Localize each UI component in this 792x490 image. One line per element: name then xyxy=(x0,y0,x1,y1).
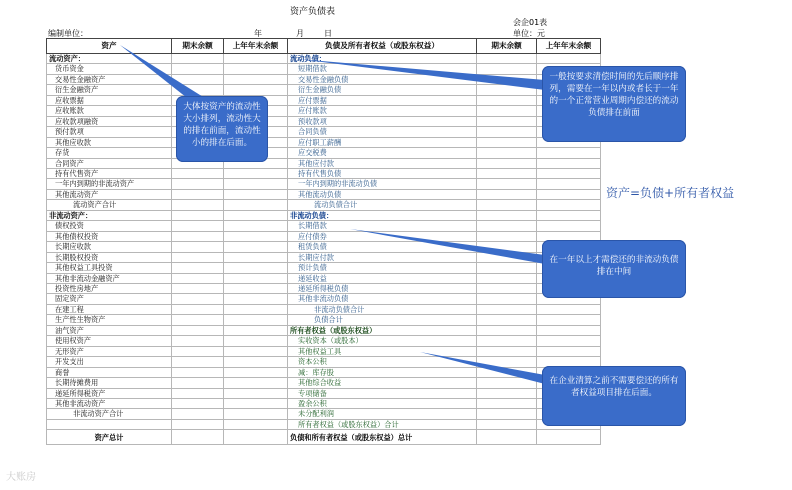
asset-item: 交易性金融资产 xyxy=(47,74,172,84)
unit-label: 单位：元 xyxy=(513,29,545,38)
asset-item: 生产性生物资产 xyxy=(47,315,172,325)
year-label: 年 xyxy=(254,29,262,38)
callout-current-liabilities: 一般按要求清偿时间的先后顺序排列，需要在一年以内或者长于一年的一个正常营业周期内偿还的流动负债排在前面 xyxy=(542,66,686,142)
col-header: 负债及所有者权益（或股东权益） xyxy=(288,39,477,54)
asset-item: 油气资产 xyxy=(47,325,172,335)
asset-item: 固定资产 xyxy=(47,294,172,304)
asset-item: 其他应收款 xyxy=(47,137,172,147)
accounting-equation: 资产=负债+所有者权益 xyxy=(606,186,735,200)
asset-item: 合同资产 xyxy=(47,158,172,168)
asset-item: 无形资产 xyxy=(47,346,172,356)
asset-item: 持有代售资产 xyxy=(47,168,172,178)
asset-item: 递延所得税资产 xyxy=(47,388,172,398)
asset-item: 长期股权投资 xyxy=(47,252,172,262)
liability-item: 衍生金融负债 xyxy=(288,85,477,95)
liability-item: 合同负债 xyxy=(288,127,477,137)
asset-item: 其他债权投资 xyxy=(47,231,172,241)
asset-item: 流动资产： xyxy=(47,54,172,64)
asset-item: 预付款项 xyxy=(47,127,172,137)
watermark-logo: 大账房 xyxy=(6,472,36,483)
form-id: 会企01表 xyxy=(513,18,548,27)
liability-item: 专项储备 xyxy=(288,388,477,398)
liability-item: 流动负债合计 xyxy=(288,200,477,210)
day-label: 日 xyxy=(324,29,332,38)
asset-item: 一年内到期的非流动资产 xyxy=(47,179,172,189)
asset-item: 衍生金融资产 xyxy=(47,85,172,95)
report-title: 资产负债表 xyxy=(290,7,336,17)
asset-item: 投资性房地产 xyxy=(47,283,172,293)
liability-item: 流动负债： xyxy=(288,54,477,64)
asset-item: 货币资金 xyxy=(47,64,172,74)
asset-item: 非流动资产合计 xyxy=(47,409,172,419)
liability-item: 所有者权益（或股东权益）合计 xyxy=(288,419,477,429)
liability-item: 其他综合收益 xyxy=(288,378,477,388)
asset-item: 流动资产合计 xyxy=(47,200,172,210)
liability-item: 其他流动负债 xyxy=(288,189,477,199)
callout-equity: 在企业清算之前不需要偿还的所有者权益项目排在后面。 xyxy=(542,366,686,426)
asset-item: 其他权益工具投资 xyxy=(47,263,172,273)
liability-item: 持有代售负债 xyxy=(288,168,477,178)
liability-item: 资本公积 xyxy=(288,357,477,367)
asset-item: 非流动资产： xyxy=(47,210,172,220)
liabilities-total-label: 负债和所有者权益（或股东权益）总计 xyxy=(288,430,477,445)
org-label: 编制单位： xyxy=(48,29,88,38)
liability-item: 预收款项 xyxy=(288,116,477,126)
liability-item: 一年内到期的非流动负债 xyxy=(288,179,477,189)
col-header: 期末余额 xyxy=(477,39,537,54)
liability-item: 应付账款 xyxy=(288,106,477,116)
liability-item: 应付票据 xyxy=(288,95,477,105)
liability-item: 实收资本（或股本） xyxy=(288,336,477,346)
liability-item: 其他权益工具 xyxy=(288,346,477,356)
asset-item: 开发支出 xyxy=(47,357,172,367)
liability-item: 应付债券 xyxy=(288,231,477,241)
liability-item: 预计负债 xyxy=(288,263,477,273)
asset-item: 商誉 xyxy=(47,367,172,377)
arrow-current-liabilities xyxy=(298,59,545,90)
asset-item: 其他流动资产 xyxy=(47,189,172,199)
liability-item: 减：库存股 xyxy=(288,367,477,377)
liability-item: 所有者权益（或股东权益） xyxy=(288,325,477,335)
asset-item: 应收款项融资 xyxy=(47,116,172,126)
liability-item: 租赁负债 xyxy=(288,242,477,252)
liability-item: 非流动负债： xyxy=(288,210,477,220)
liability-item: 盈余公积 xyxy=(288,398,477,408)
col-header: 期末余额 xyxy=(172,39,224,54)
asset-item: 应收账款 xyxy=(47,106,172,116)
col-header: 上年年末余额 xyxy=(537,39,601,54)
asset-item: 使用权资产 xyxy=(47,336,172,346)
col-header: 上年年末余额 xyxy=(224,39,288,54)
liability-item: 长期应付款 xyxy=(288,252,477,262)
liability-item: 交易性金融负债 xyxy=(288,74,477,84)
callout-assets-order: 大体按资产的流动性大小排列，流动性大的排在前面，流动性小的排在后面。 xyxy=(176,96,268,162)
arrow-noncurrent-liabilities xyxy=(350,229,545,264)
asset-item: 在建工程 xyxy=(47,304,172,314)
asset-item: 长期待摊费用 xyxy=(47,378,172,388)
asset-item: 其他非流动资产 xyxy=(47,398,172,408)
asset-item: 存货 xyxy=(47,148,172,158)
liability-item: 非流动负债合计 xyxy=(288,304,477,314)
callout-noncurrent-liabilities: 在一年以上才需偿还的非流动负债排在中间 xyxy=(542,240,686,298)
month-label: 月 xyxy=(296,29,304,38)
asset-item: 债权投资 xyxy=(47,221,172,231)
arrow-equity xyxy=(420,352,545,384)
asset-item: 应收票据 xyxy=(47,95,172,105)
liability-item: 递延收益 xyxy=(288,273,477,283)
liability-item: 长期借款 xyxy=(288,221,477,231)
liability-item: 未分配利润 xyxy=(288,409,477,419)
liability-item: 其他应付款 xyxy=(288,158,477,168)
liability-item: 递延所得税负债 xyxy=(288,283,477,293)
liability-item: 短期借款 xyxy=(288,64,477,74)
asset-item: 长期应收款 xyxy=(47,242,172,252)
liability-item: 负债合计 xyxy=(288,315,477,325)
liability-item: 应交税费 xyxy=(288,148,477,158)
liability-item: 应付职工薪酬 xyxy=(288,137,477,147)
asset-item: 其他非流动金融资产 xyxy=(47,273,172,283)
liability-item: 其他非流动负债 xyxy=(288,294,477,304)
assets-total-label: 资产总计 xyxy=(47,430,172,445)
col-header: 资产 xyxy=(47,39,172,54)
